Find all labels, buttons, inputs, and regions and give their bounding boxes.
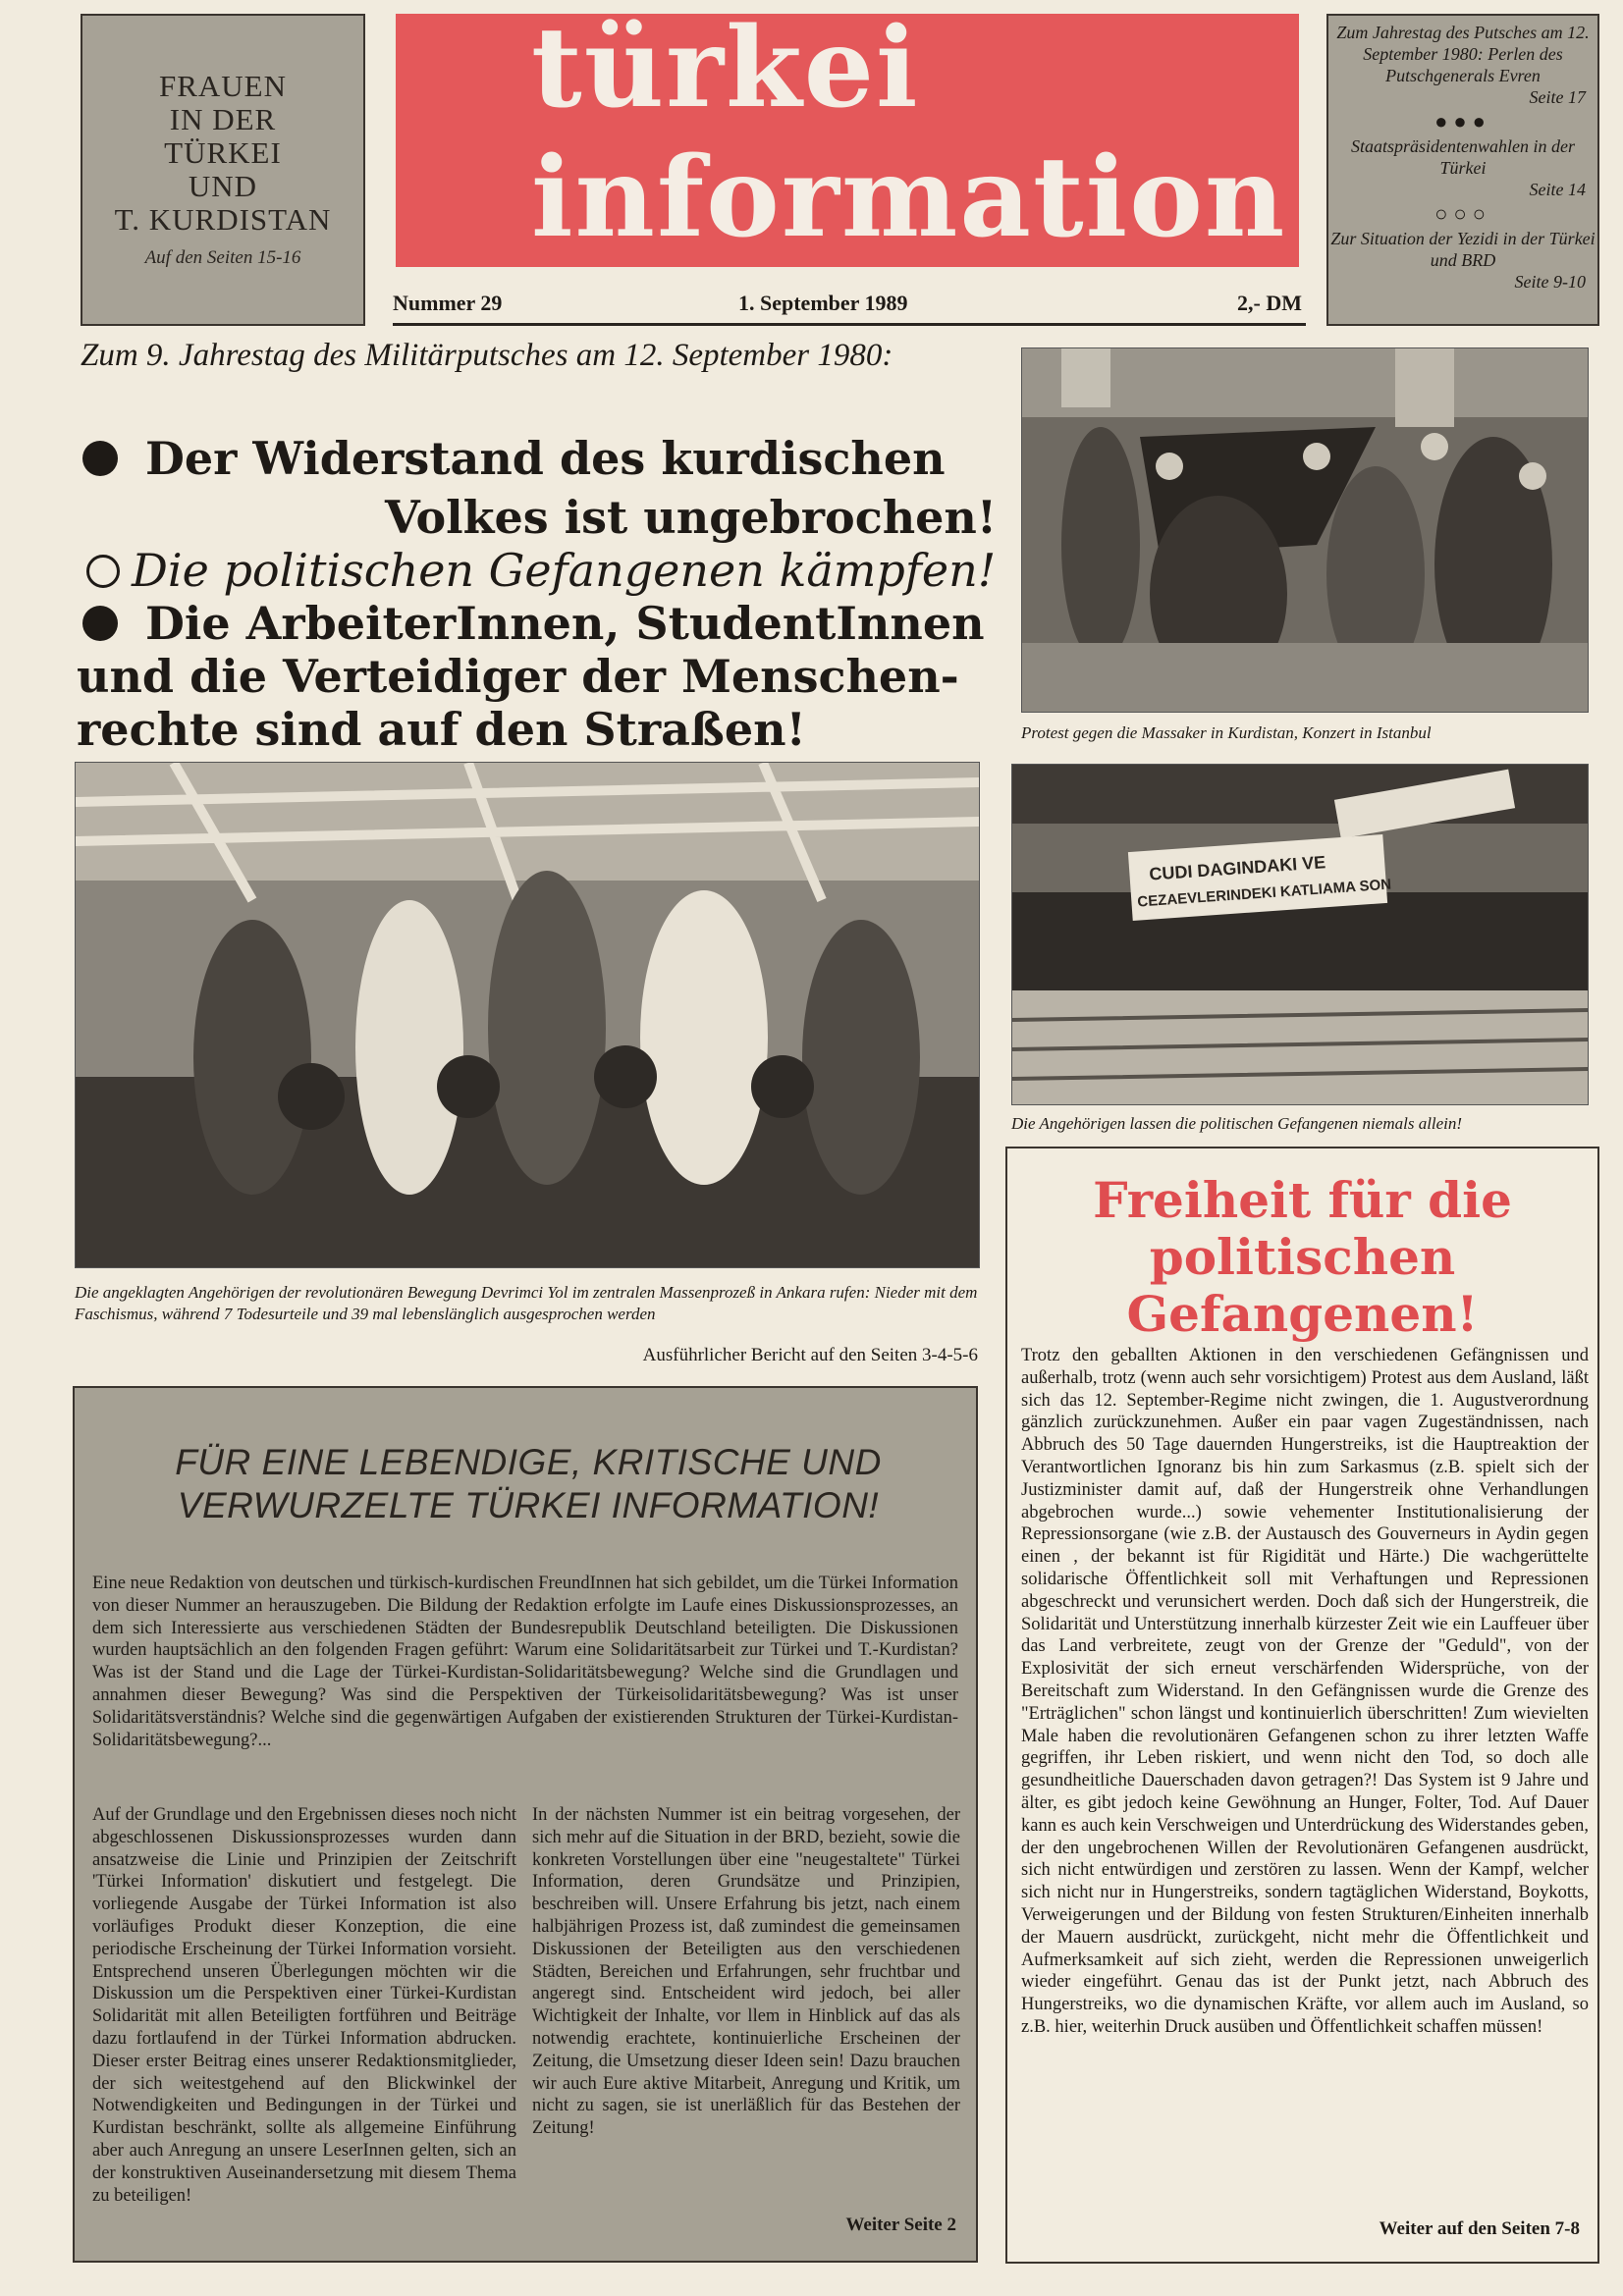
- masthead: [396, 4, 1299, 267]
- headline-line4: [82, 597, 985, 650]
- banner-text: CEZAEVLERINDEKI KATLIAMA SON: [1136, 876, 1392, 911]
- editorial-title-line: FÜR EINE LEBENDIGE, KRITISCHE UND: [175, 1442, 882, 1482]
- teaser-line: IN DER: [169, 102, 277, 136]
- contents-item: Zum Jahrestag des Putsches am 12. September 1980: Perlen des Putschgenerals Evren: [1336, 23, 1590, 85]
- headline-text: Die ArbeiterInnen, StudentInnen: [145, 597, 985, 650]
- prisoners-title: [1007, 1172, 1597, 1343]
- prisoners-title-line: Gefangenen!: [1126, 1285, 1479, 1343]
- headline-line1: [82, 432, 946, 485]
- headline-text: Der Widerstand des kurdischen: [145, 432, 946, 485]
- teaser-box-contents: [1326, 14, 1599, 326]
- headline-text: Die politischen Gefangenen kämpfen!: [132, 544, 997, 597]
- editorial-title: [96, 1441, 960, 1527]
- issue-number: Nummer 29: [393, 291, 503, 315]
- contents-page: Seite 9-10: [1514, 272, 1586, 292]
- photo-devrimci-yol-trial: [75, 762, 980, 1268]
- banner-text: CUDI DAGINDAKI VE: [1148, 852, 1326, 884]
- teaser-line: FRAUEN: [158, 69, 287, 103]
- teaser-title: [82, 70, 363, 237]
- teaser-box-women: [81, 14, 365, 326]
- headline-kicker: Zum 9. Jahrestag des Militärputsches am 12. September 1980:: [81, 338, 893, 373]
- photo-devrimci-yol-trial-image: [76, 763, 980, 1268]
- masthead-line2: information: [531, 133, 1287, 262]
- headline-line5: und die Verteidiger der Menschen-: [77, 650, 959, 703]
- headline-line6: rechte sind auf den Straßen!: [77, 703, 806, 756]
- editorial-column-1: Auf der Grundlage und den Ergebnissen dieses noch nicht abgeschlossenen Diskussionsprozesses wurden dann ansatzweise die Linie und Prinzipien der Zeitschrift 'Türkei Information' diskutiert und festgelegt. Die vorliegende Ausgabe der Türkei Information ist also vorläufiges Produkt dieser Konzeption, die eine periodische Erscheinung der Türkei Information vorsieht. Entsprechend unseren Überlegungen möchten wir die Diskussion um die Perspektiven einer Türkei-Kurdistan Solidarität mit allen Beteiligten fortführen und Beiträge dazu fortlaufend in der Türkei Information abdrucken. Dieser erster Beitrag eines unserer Redaktionsmitglieder, der sich weitestgehend auf den Blickwinkel der Notwendigkeiten und Bedingungen in der Türkei und Kurdistan beschränkt, sollte als allgemeine Einführung aber auch Anregung an unsere LeserInnen gelten, sich an der konstruktiven Auseinandersetzung mit diesem Thema zu beteiligen!: [92, 1805, 516, 2206]
- photo-relatives-rally-image: [1012, 765, 1589, 1105]
- editorial-column-2: In der nächsten Nummer ist ein beitrag vorgesehen, der sich mehr auf die Situation in der BRD, bezieht, sowie die konkreten Vorstellungen über eine "neugestaltete" Türkei Information, deren Grundsätze und Prinzipien, beschreiben will. Unsere Erfahrung bis jetzt, nach einem halbjährigen Prozess ist, daß zumindest die gemeinsamen Diskussionen der Beteiligten aus den verschiedenen Städten, Bereichen und Erfahrungen, sehr fruchtbar und angeregt sind. Entscheident wird jedoch, bei aller Wichtigkeit der Inhalte, vor llem in Hinblick auf das als notwendig erachtete, kontinuierliche Erscheinen der Zeitung, die Umsetzung dieser Ideen sein! Dazu brauchen wir auch Eure aktive Mitarbeit, Anregung und Kritik, um nicht zu sagen, sie ist unerläßlich für das Bestehen der Zeitung!: [532, 1805, 960, 2139]
- separator-dots: ●●●: [1434, 109, 1491, 133]
- headline-line2: Volkes ist ungebrochen!: [385, 491, 998, 544]
- prisoners-box: [1005, 1147, 1599, 2264]
- photo-protest-concert: [1021, 347, 1589, 713]
- prisoners-title-line: Freiheit für die: [1093, 1171, 1512, 1229]
- teaser-line: TÜRKEI: [164, 135, 282, 170]
- separator-dots: ○○○: [1434, 201, 1491, 226]
- caption-main-photo: Die angeklagten Angehörigen der revolutionären Bewegung Devrimci Yol im zentralen Massenprozeß in Ankara rufen: Nieder mit dem Faschismus, während 7 Todesurteile und 39 mal lebenslänglich ausgesprochen werden: [75, 1283, 978, 1323]
- caption-protest-concert: Protest gegen die Massaker in Kurdistan, Konzert in Istanbul: [1021, 723, 1432, 742]
- issue-date: 1. September 1989: [738, 291, 908, 315]
- contents-item: Zur Situation der Yezidi in der Türkei und BRD: [1330, 229, 1596, 270]
- open-bullet-icon: [86, 555, 120, 588]
- continue-reference: Weiter Seite 2: [845, 2215, 956, 2235]
- contents-page: Seite 17: [1529, 87, 1586, 107]
- editorial-intro: Eine neue Redaktion von deutschen und türkisch-kurdischen FreundInnen hat sich gebildet, um die Türkei Information von dieser Nummer an herauszugeben. Die Bildung der Redaktion erfolgte im Laufe eines Diskussionsprozesses, an dem sich Interessierte aus verschiedenen Städten der Bundesrepublik Deutschland beteiligten. Die Diskussionen wurden hauptsächlich an den folgenden Fragen geführt: Warum eine Solidaritätsarbeit zur Türkei und T.-Kurdistan? Was ist der Stand und die Lage der Türkei-Kurdistan-Solidaritätsbewegung? Welche sind die Grundlagen und annahmen dieser Bewegung? Was sind die Perspektiven der Türkeisolidaritätsbewegung? Was ist unser Solidaritätsverständnis? Welche sind die gegenwärtigen Aufgaben der existierenden Strukturen der Türkei-Kurdistan-Solidaritätsbewegung?...: [92, 1574, 958, 1750]
- prisoners-text: Trotz den geballten Aktionen in den verschiedenen Gefängnissen und außerhalb, trotz (wenn auch sehr vorsichtigem) Protest aus dem Ausland, läßt sich das 12. September-Regime nicht zwingen, die 1. Augustverordnung gänzlich zurückzunehmen. Außer ein paar vagen Zugeständnissen, nach Abbruch des 50 Tage dauernden Hungerstreiks, ist die Hauptreaktion der Verantwortlichen Ignoranz bis hin zum Sarkasmus (z.B. spielt sich der Justizminister damit auf, daß der Hungerstreik ohne Verhandlungen abgebrochen wurde...) sowie vehementer Institutionalisierung der Repressionsorgane (wie z.B. der Austausch des Gouverneurs in Aydin gegen einen , der bekannt ist für Rigidität und Härte.) Die wachgerüttelte solidarische Öffentlichkeit soll mit Verhaftungen und Repressionen abgeschreckt und verunsichert werden. Doch daß sich der Hungerstreik, die Solidarität und Unterstützung innerhalb kürzester Zeit wie ein Lauffeuer über das Land verbreitete, zeugt von der Grenze der "Geduld", von der Explosivität der sich erneut verschärfenden Widersprüche, von der Bereitschaft zum Widerstand. In den Gefängnissen wurde die Grenze des "Erträglichen" schon längst und kontinuierlich überschritten! Zum wievielten Male haben die revolutionären Gefangenen schon zu ihrer letzten Waffe gegriffen, ihr Leben riskiert, und wenn nicht den Tod, so doch alle gesundheitliche Dauerschaden davon getragen?! Das System ist 9 Jahre und älter, es gibt jedoch keine Gewöhnung an Hunger, Folter, Tod. Auf Dauer kann es auch kein Verschweigen und Unterdrückung des Widerstandes geben, der den ungebrochenen Willen der Revolutionären Gefangenen ausdrückt, sich nicht entwürdigen und zerstören zu lassen. Wenn der Kampf, welcher sich nicht nur in Hungerstreiks, sondern tagtäglichen Widerstand, Boykotts, Verweigerungen und der Bildung von festen Strukturen/Einheiten innerhalb der Mauern ausdrückt, zurückgeht, nicht mehr die Öffentlichkeit und Aufmerksamkeit auf sich zieht, werden die Repressionen unweigerlich wieder eingeführt. Genau das ist der Punkt jetzt, nach Abbruch des Hungerstreiks, wo die dynamischen Kräfte, vor allem auch im Ausland, so z.B. hier, weiterhin Druck ausüben und Öffentlichkeit schaffen müssen!: [1021, 1346, 1589, 2037]
- report-reference: Ausführlicher Bericht auf den Seiten 3-4-5-6: [642, 1345, 978, 1365]
- editorial-box: [73, 1386, 978, 2263]
- filled-bullet-icon: [82, 606, 118, 641]
- caption-relatives: Die Angehörigen lassen die politischen Gefangenen niemals allein!: [1011, 1114, 1463, 1133]
- photo-relatives-rally: [1011, 764, 1589, 1105]
- contents-item: Staatspräsidentenwahlen in der Türkei: [1351, 136, 1575, 178]
- issue-price: 2,- DM: [1237, 291, 1302, 315]
- issue-line: [393, 287, 1306, 326]
- filled-bullet-icon: [82, 441, 118, 476]
- teaser-line: UND: [188, 169, 258, 203]
- masthead-line1: türkei: [531, 4, 920, 133]
- headline-line3: [86, 544, 996, 597]
- prisoners-title-line: politischen: [1149, 1228, 1456, 1286]
- teaser-line: T. KURDISTAN: [114, 202, 332, 237]
- teaser-pages: Auf den Seiten 15-16: [144, 247, 301, 268]
- editorial-title-line: VERWURZELTE TÜRKEI INFORMATION!: [177, 1485, 880, 1525]
- contents-page: Seite 14: [1529, 180, 1586, 199]
- continue-reference: Weiter auf den Seiten 7-8: [1379, 2218, 1580, 2239]
- photo-protest-concert-image: [1022, 348, 1589, 713]
